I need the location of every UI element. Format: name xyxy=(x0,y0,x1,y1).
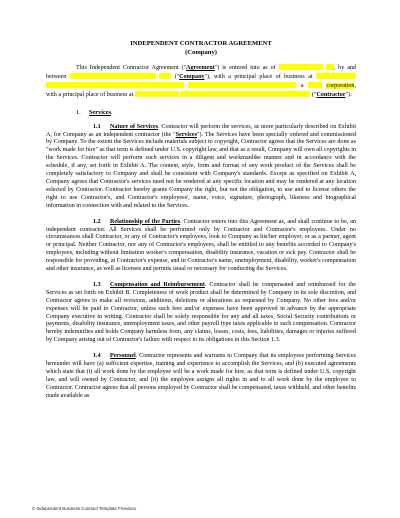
agreement-term: Agreement xyxy=(186,65,215,71)
paragraph-1-3: 1.3 Compensation and Reimbursement. Contractor shall be compensated and reimbursed for the Services as set forth on Exhibit B. Completeness of work product shall be determined by Company in its sole discretion, and Contractor agrees to make all revisions, additions, deletions or alterations as requested by Company. No other fees and/or expenses will be paid to Contractor, unless such fees and/or expenses have been approved in advance by the appropriate Company executive in writing. Contractor shall be solely responsible for any and all taxes, Social Security contributions or payments, disability insurance, unemployment taxes, and other payroll type taxes applicable to such compensation. Contractor hereby indemnifies and holds Company harmless from, any claims, losses, costs, fees, liabilities, damages or injuries suffered by Company arising out of Contractor's failure with respect to its obligations in this Section 1.3. xyxy=(46,281,356,344)
services-term: Services xyxy=(175,131,197,138)
paragraph-number: 1.1 xyxy=(93,123,101,130)
year-blank[interactable] xyxy=(326,64,334,70)
contractor-term: Contractor xyxy=(316,91,346,98)
paragraph-number: 1.4 xyxy=(93,353,101,360)
page-footer: C-Independent Business Contract Template Freedocx xyxy=(32,506,137,511)
contractor-name-blank[interactable] xyxy=(188,82,296,88)
company-address-blank-2[interactable] xyxy=(46,82,184,88)
paragraph-number: 1.2 xyxy=(93,218,101,225)
section-number: 1. xyxy=(76,108,81,116)
section-heading: 1. Services. xyxy=(76,108,113,116)
paragraph-1-2: 1.2 Relationship of the Parties. Contractor enters into this Agreement as, and shall continue to be, an independent contractor. All Services shall be performed only by Contractor and Contractor's employees. Under no circumstances shall Contractor, or any of Contractor's employees, look to Company as his/her employer, or as a partner, agent or principal. Neither Contractor, nor any of Contractor's employees, shall be entitled to any benefits accorded to Company's employees, including without limitation worker's compensation, disability insurance, vacation or sick pay. Contractor shall be responsible for providing, at Contractor's expense, and in Contractor's name, unemployment, disability, worker's compensation and other insurance, as well as licenses and permits usual or necessary for conducting the Services. xyxy=(46,218,356,273)
company-term: Company xyxy=(179,73,205,80)
paragraph-1-4: 1.4 Personnel. Contractor represents and warrants to Company that its employees performing Services hereunder will have (a) sufficient expertise, training and experience to accomplish the Services, and (b) executed agreements which state that (i) all work done by the employee will be a work made for hire, as that term is defined under U.S. copyright law, and will owned by Contractor, and (ii) the employee assigns all rights in and to all work done by the employee to Contractor. Contractor agrees that all persons employed by Contractor shall be compensated, taxes withheld, and other benefits made available as xyxy=(46,353,356,399)
intro-paragraph: This Independent Contractor Agreement ("Agreement") is entered into as of , by and between ("Company"), with a principal place of business at a corporation, with a principal place of business at ("Contractor"). xyxy=(46,65,356,98)
paragraph-1-1: 1.1 Nature of Services. Contractor will perform the services, as more particularly described on Exhibit A, for Company as an independent contractor (the "Services"). The Services have been specially ordered and commissioned by Company. To the extent the Services include materials subject to copyright, Contractor agrees that the Services are done as "work made for hire" as that term is defined under U.S. copyright law, and that as a result, Company will own all copyrights in the Services. Contractor will perform such services in a diligent and workmanlike manner and in accordance with the schedule, if any, set forth in Exhibit A. The content, style, form and format of any work product of the Services shall be completely satisfactory to Company and shall be consistent with Company's standards. Except as specified on Exhibit A, Company agrees that Contractor's services need not be rendered at any specific location and may be rendered at any location selected by Contractor. Contractor hereby grants Company the right, but not the obligation, to use and to license others the right to use Contractor's, and Contractor's employees', name, voice, signature, photograph, likeness and biographical information in connection with and related to the Services. xyxy=(46,123,357,209)
contractor-address-blank-2[interactable] xyxy=(180,91,310,97)
document-subtitle: (Company) xyxy=(185,48,217,56)
date-blank[interactable] xyxy=(279,64,323,70)
document-title: INDEPENDENT CONTRACTOR AGREEMENT xyxy=(130,40,272,47)
paragraph-title: Compensation and Reimbursement xyxy=(110,281,205,288)
paragraph-title: Nature of Services xyxy=(110,123,159,130)
company-address-blank[interactable] xyxy=(316,73,356,79)
company-name-blank-2[interactable] xyxy=(159,73,171,79)
section-title: Services xyxy=(89,108,112,116)
paragraph-title: Personnel xyxy=(110,353,136,360)
state-blank[interactable] xyxy=(308,82,322,88)
paragraph-title: Relationship of the Parties xyxy=(110,218,181,225)
paragraph-number: 1.3 xyxy=(93,281,101,288)
company-name-blank[interactable] xyxy=(70,73,156,79)
contractor-address-blank[interactable] xyxy=(135,91,179,97)
corporation-label: corporation xyxy=(326,82,355,89)
